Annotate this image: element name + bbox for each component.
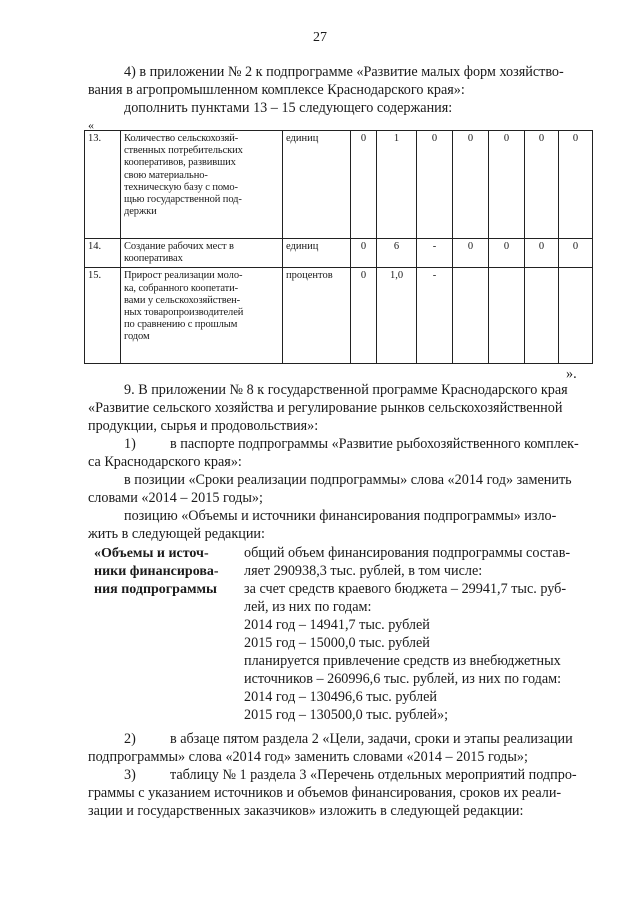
pos1-line-1: в позиции «Сроки реализации подпрограммы» слова «2014 год» заменить [124, 472, 572, 488]
value-cell: 0 [559, 131, 593, 239]
indicator-name [121, 239, 283, 268]
value-cell [525, 268, 559, 364]
indicator-name-line: по сравнению с прошлым [124, 319, 238, 331]
indicator-name-line: ственных потребительских [124, 145, 243, 157]
value-cell [559, 268, 593, 364]
value-cell: 0 [489, 131, 525, 239]
indicator-name-line: Создание рабочих мест в [124, 241, 234, 252]
finance-label-1: «Объемы и источ- [94, 546, 209, 561]
item3-number: 3) [124, 767, 136, 783]
unit: единиц [283, 239, 351, 268]
row-number: 13. [85, 131, 121, 239]
indicator-name-line: кооперативов, развивших [124, 157, 236, 169]
item2-line-2: подпрограммы» слова «2014 год» заменить словами «2014 – 2015 годы»; [88, 749, 528, 765]
value-cell: - [417, 268, 453, 364]
finance-label-2: ники финансирова- [94, 564, 219, 579]
indicator-name-line: держки [124, 206, 157, 218]
finance-line-7: планируется привлечение средств из внебюджетных [244, 653, 561, 669]
page-number: 27 [313, 30, 327, 45]
open-quote: « [88, 118, 94, 132]
value-cell: 1,0 [377, 268, 417, 364]
section9-line-2: «Развитие сельского хозяйства и регулирование рынков сельскохозяйственной [88, 400, 563, 416]
unit: процентов [283, 268, 351, 364]
value-cell [489, 268, 525, 364]
value-cell: 0 [453, 239, 489, 268]
finance-line-3: за счет средств краевого бюджета – 29941,7 тыс. руб- [244, 581, 567, 597]
table-row [85, 131, 593, 239]
indicator-name-line: ка, собранного коопетати- [124, 282, 239, 294]
intro-line-2: вания в агропромышленном комплексе Краснодарского края»: [88, 82, 465, 98]
intro-line-1: 4) в приложении № 2 к подпрограмме «Развитие малых форм хозяйство- [124, 64, 564, 80]
finance-line-5: 2014 год – 14941,7 тыс. рублей [244, 617, 430, 633]
indicator-name-line: кооперативах [124, 253, 183, 265]
value-cell: 0 [351, 268, 377, 364]
indicator-name-line: Количество сельскохозяй- [124, 133, 239, 144]
intro-line-3: дополнить пунктами 13 – 15 следующего содержания: [124, 100, 453, 116]
value-cell: 0 [417, 131, 453, 239]
finance-line-8: источников – 260996,6 тыс. рублей, из них по годам: [244, 671, 562, 687]
close-quote: ». [566, 366, 577, 382]
value-cell: 0 [489, 239, 525, 268]
indicator-name-line: вами у сельскохозяйствен- [124, 294, 241, 306]
section9-line-1: 9. В приложении № 8 к государственной программе Краснодарского края [124, 382, 568, 398]
item1-number: 1) [124, 436, 136, 452]
value-cell: 0 [525, 239, 559, 268]
section9-line-3: продукции, сырья и продовольствия»: [88, 418, 319, 434]
item1-line-1: в паспорте подпрограммы «Развитие рыбохозяйственного комплек- [170, 436, 579, 452]
value-cell: 6 [377, 239, 417, 268]
indicator-name [121, 268, 283, 364]
table-row [85, 268, 593, 364]
indicator-name-line: ных товаропроизводителей [124, 307, 244, 319]
finance-line-6: 2015 год – 15000,0 тыс. рублей [244, 635, 430, 651]
item3-line-2: граммы с указанием источников и объемов финансирования, сроков их реали- [88, 785, 562, 801]
value-cell: 0 [525, 131, 559, 239]
finance-line-1: общий объем финансирования подпрограммы состав- [244, 545, 571, 561]
item2-number: 2) [124, 731, 136, 747]
pos2-line-2: жить в следующей редакции: [88, 526, 265, 542]
unit: единиц [283, 131, 351, 239]
finance-line-10: 2015 год – 130500,0 тыс. рублей»; [244, 707, 449, 723]
item3-line-1: таблицу № 1 раздела 3 «Перечень отдельных мероприятий подпро- [170, 767, 577, 783]
value-cell: - [417, 239, 453, 268]
indicator-name [121, 131, 283, 239]
finance-line-2: ляет 290938,3 тыс. рублей, в том числе: [244, 563, 483, 579]
value-cell: 0 [351, 239, 377, 268]
indicator-name-line: годом [124, 331, 150, 343]
value-cell: 0 [559, 239, 593, 268]
indicator-name-line: техническую базу с помо- [124, 181, 238, 193]
row-number: 15. [85, 268, 121, 364]
value-cell: 1 [377, 131, 417, 239]
value-cell: 0 [351, 131, 377, 239]
row-number: 14. [85, 239, 121, 268]
value-cell [453, 268, 489, 364]
finance-label-3: ния подпрограммы [94, 582, 217, 597]
item2-line-1: в абзаце пятом раздела 2 «Цели, задачи, сроки и этапы реализации [170, 731, 573, 747]
indicator-name-line: свою материально- [124, 169, 208, 181]
finance-line-9: 2014 год – 130496,6 тыс. рублей [244, 689, 437, 705]
indicator-name-line: Прирост реализации моло- [124, 270, 243, 282]
pos2-line-1: позицию «Объемы и источники финансирования подпрограммы» излo- [124, 508, 557, 524]
item1-line-2: са Краснодарского края»: [88, 454, 242, 470]
value-cell: 0 [453, 131, 489, 239]
item3-line-3: зации и государственных заказчиков» изложить в следующей редакции: [88, 803, 524, 819]
finance-line-4: лей, из них по годам: [244, 599, 372, 615]
pos1-line-2: словами «2014 – 2015 годы»; [88, 490, 263, 506]
indicator-name-line: щью государственной под- [124, 194, 242, 206]
indicators-table [84, 130, 593, 364]
table-row [85, 239, 593, 268]
